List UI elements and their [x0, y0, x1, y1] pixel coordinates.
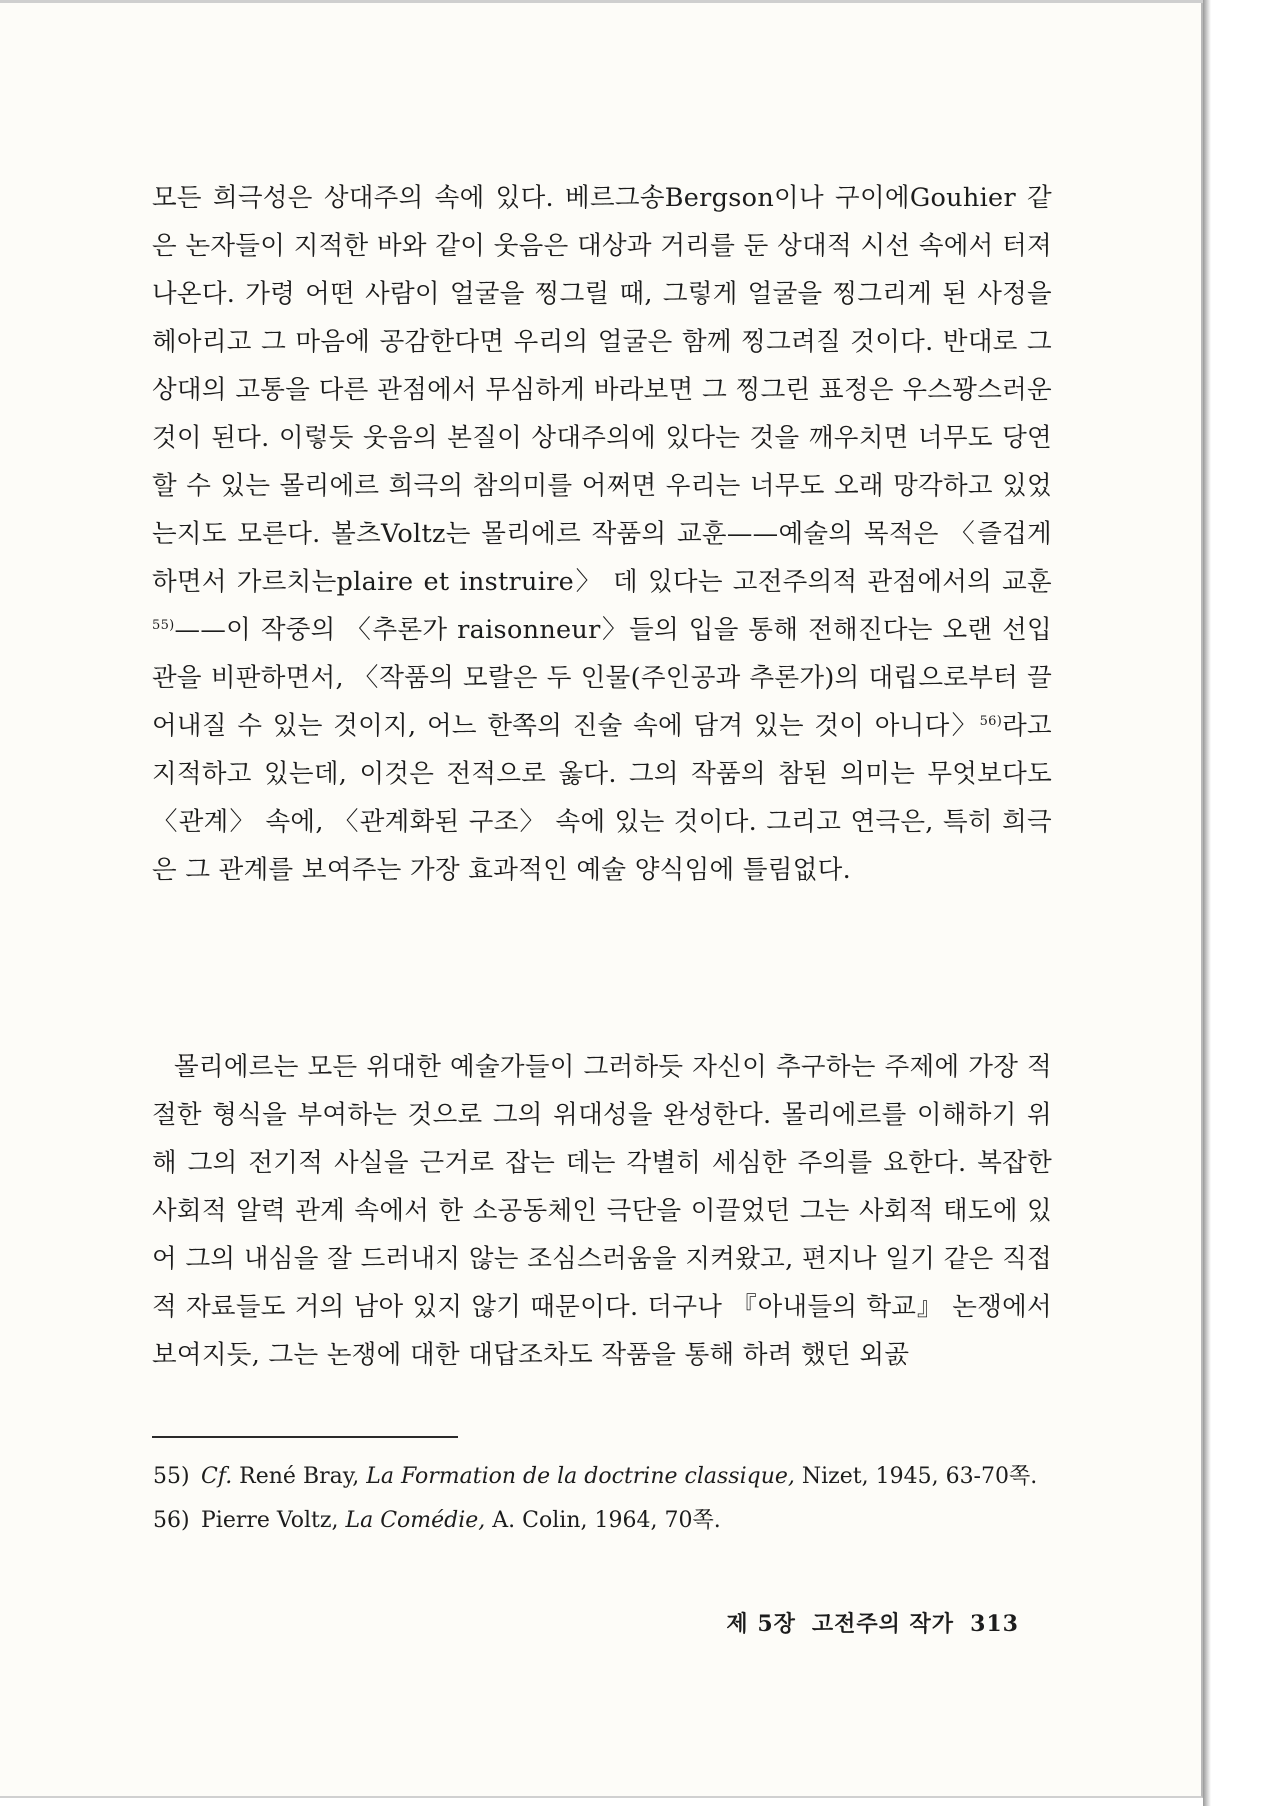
footnote-cf: Cf. [201, 1464, 233, 1489]
footnote-55 [153, 1455, 1053, 1499]
footer-section: 고전주의 작가 [811, 1611, 955, 1637]
footnote-author: René Bray, [232, 1464, 367, 1489]
running-footer [710, 1607, 1019, 1638]
footnote-ref-55: 55) [152, 618, 175, 633]
footnote-56 [153, 1499, 1053, 1543]
footer-chapter: 제 5장 [726, 1611, 796, 1637]
footnote-number: 56) [153, 1508, 190, 1533]
footnote-divider [152, 1436, 458, 1438]
page-edge-shadow [1203, 0, 1211, 1806]
page-top-edge [0, 0, 1203, 3]
paragraph-1-text-c: 라고 지적하고 있는데, 이것은 전적으로 옳다. 그의 작품의 참된 의미는 무엇보다도 〈관계〉 속에, 〈관계화된 구조〉 속에 있는 것이다. 그리고 연극은, 특히 희극은 그 관계를 보여주는 가장 효과적인 예술 양식임에 틀림없다. [152, 711, 1052, 885]
footnote-author: Pierre Voltz, [201, 1508, 346, 1533]
body-paragraph-1 [152, 174, 1052, 894]
body-paragraph-2: 몰리에르는 모든 위대한 예술가들이 그러하듯 자신이 추구하는 주제에 가장 적절한 형식을 부여하는 것으로 그의 위대성을 완성한다. 몰리에르를 이해하기 위해 그의 전기적 사실을 근거로 잡는 데는 각별히 세심한 주의를 요한다. 복잡한 사회적 알력 관계 속에서 한 소공동체인 극단을 이끌었던 그는 사회적 태도에 있어 그의 내심을 잘 드러내지 않는 조심스러움을 지켜왔고, 편지나 일기 같은 직접적 자료들도 거의 남아 있지 않기 때문이다. 더구나 『아내들의 학교』 논쟁에서 보여지듯, 그는 논쟁에 대한 대답조차도 작품을 통해 하려 했던 외곬 [152, 1052, 1052, 1370]
footnote-publication: Nizet, 1945, 63-70쪽. [794, 1464, 1038, 1489]
footnotes [153, 1455, 1053, 1543]
footnote-title: La Comédie, [345, 1508, 486, 1533]
footnote-title: La Formation de la doctrine classique, [366, 1464, 795, 1489]
footnote-publication: A. Colin, 1964, 70쪽. [485, 1508, 721, 1533]
footnote-number: 55) [153, 1464, 190, 1489]
footnote-ref-56: 56) [979, 714, 1003, 729]
paragraph-1-text-a: 모든 희극성은 상대주의 속에 있다. 베르그송Bergson이나 구이에Gouhier 같은 논자들이 지적한 바와 같이 웃음은 대상과 거리를 둔 상대적 시선 속에서 터져나온다. 가령 어떤 사람이 얼굴을 찡그릴 때, 그렇게 얼굴을 찡그리게 된 사정을 헤아리고 그 마음에 공감한다면 우리의 얼굴은 함께 찡그려질 것이다. 반대로 그 상대의 고통을 다른 관점에서 무심하게 바라보면 그 찡그린 표정은 우스꽝스러운 것이 된다. 이렇듯 웃음의 본질이 상대주의에 있다는 것을 깨우치면 너무도 당연할 수 있는 몰리에르 희극의 참의미를 어쩌면 우리는 너무도 오래 망각하고 있었는지도 모른다. 볼츠Voltz는 몰리에르 작품의 교훈——예술의 목적은 〈즐겁게 하면서 가르치는plaire et instruire〉 데 있다는 고전주의적 관점에서의 교훈 [152, 183, 1052, 597]
paragraph-1-text-b: ——이 작중의 〈추론가 raisonneur〉들의 입을 통해 전해진다는 오랜 선입관을 비판하면서, 〈작품의 모랄은 두 인물(주인공과 추론가)의 대립으로부터 끌어내질 수 있는 것이지, 어느 한쪽의 진술 속에 담겨 있는 것이 아니다〉 [152, 615, 1052, 741]
page-number: 313 [970, 1611, 1019, 1637]
